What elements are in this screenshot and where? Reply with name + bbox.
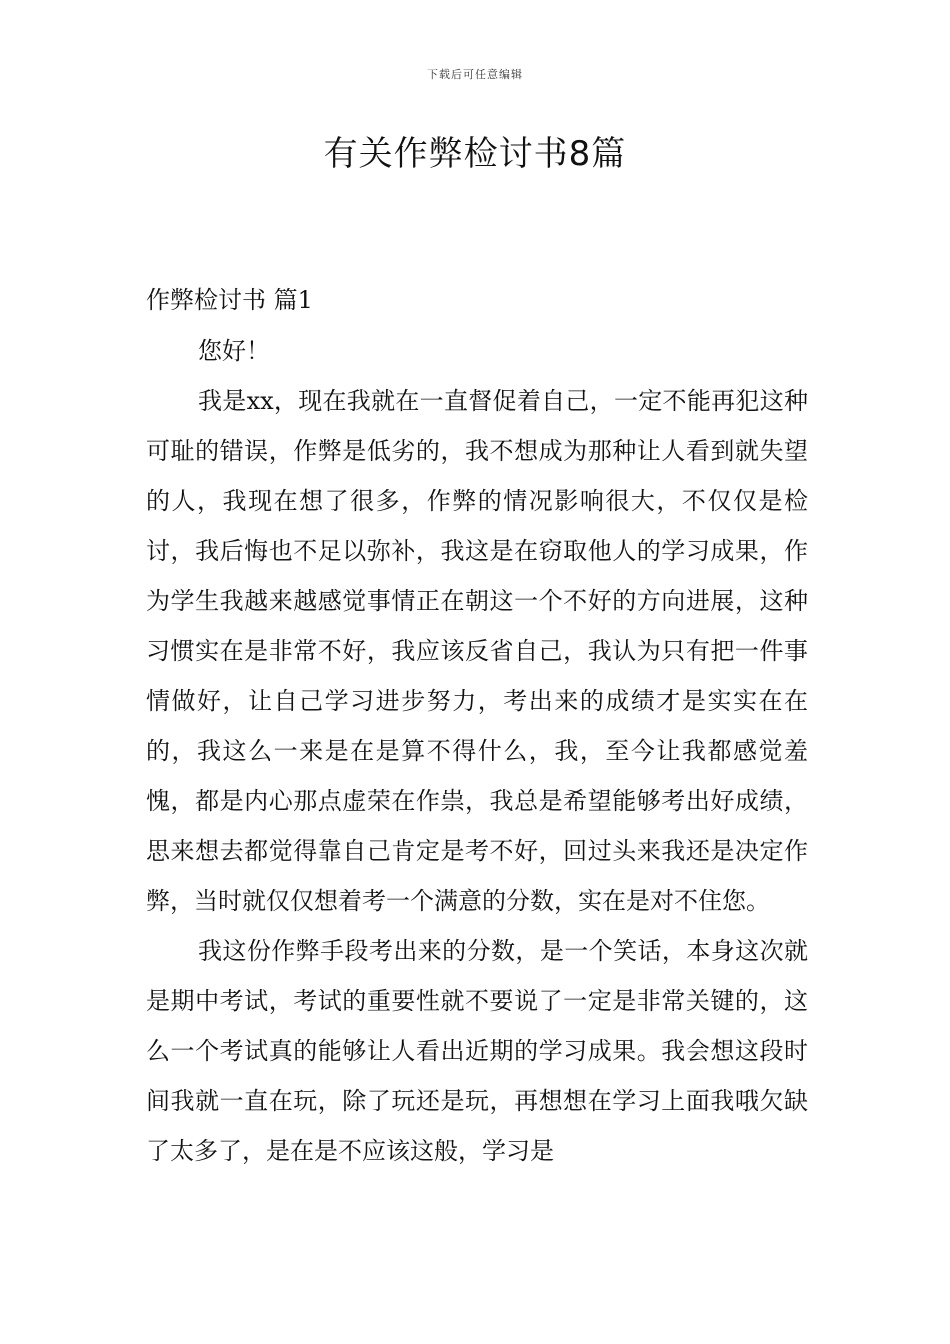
body-paragraph: 我这份作弊手段考出来的分数，是一个笑话，本身这次就是期中考试，考试的重要性就不要说了一定是非常关键的，这么一个考试真的能够让人看出近期的学习成果。我会想这段时间我就一直在玩，除了玩还是玩，再想想在学习上面我哦欠缺了太多了，是在是不应该这般，学习是	[146, 937, 808, 1165]
section-heading: 作弊检讨书 篇1	[146, 286, 313, 314]
body-paragraph: 我是xx，现在我就在一直督促着自己，一定不能再犯这种可耻的错误，作弊是低劣的，我不想成为那种让人看到就失望的人，我现在想了很多，作弊的情况影响很大，不仅仅是检讨，我后悔也不足以弥补，我这是在窃取他人的学习成果，作为学生我越来越感觉事情正在朝这一个不好的方向进展，这种习惯实在是非常不好，我应该反省自己，我认为只有把一件事情做好，让自己学习进步努力，考出来的成绩才是实实在在的，我这么一来是在是算不得什么，我，至今让我都感觉羞愧，都是内心那点虚荣在作祟，我总是希望能够考出好成绩，思来想去都觉得靠自己肯定是考不好，回过头来我还是决定作弊，当时就仅仅想着考一个满意的分数，实在是对不住您。	[146, 387, 808, 915]
header-note: 下载后可任意编辑	[427, 68, 523, 81]
document-body	[146, 326, 808, 1176]
greeting-paragraph: 您好！	[198, 337, 270, 365]
document-title: 有关作弊检讨书8篇	[323, 134, 627, 174]
